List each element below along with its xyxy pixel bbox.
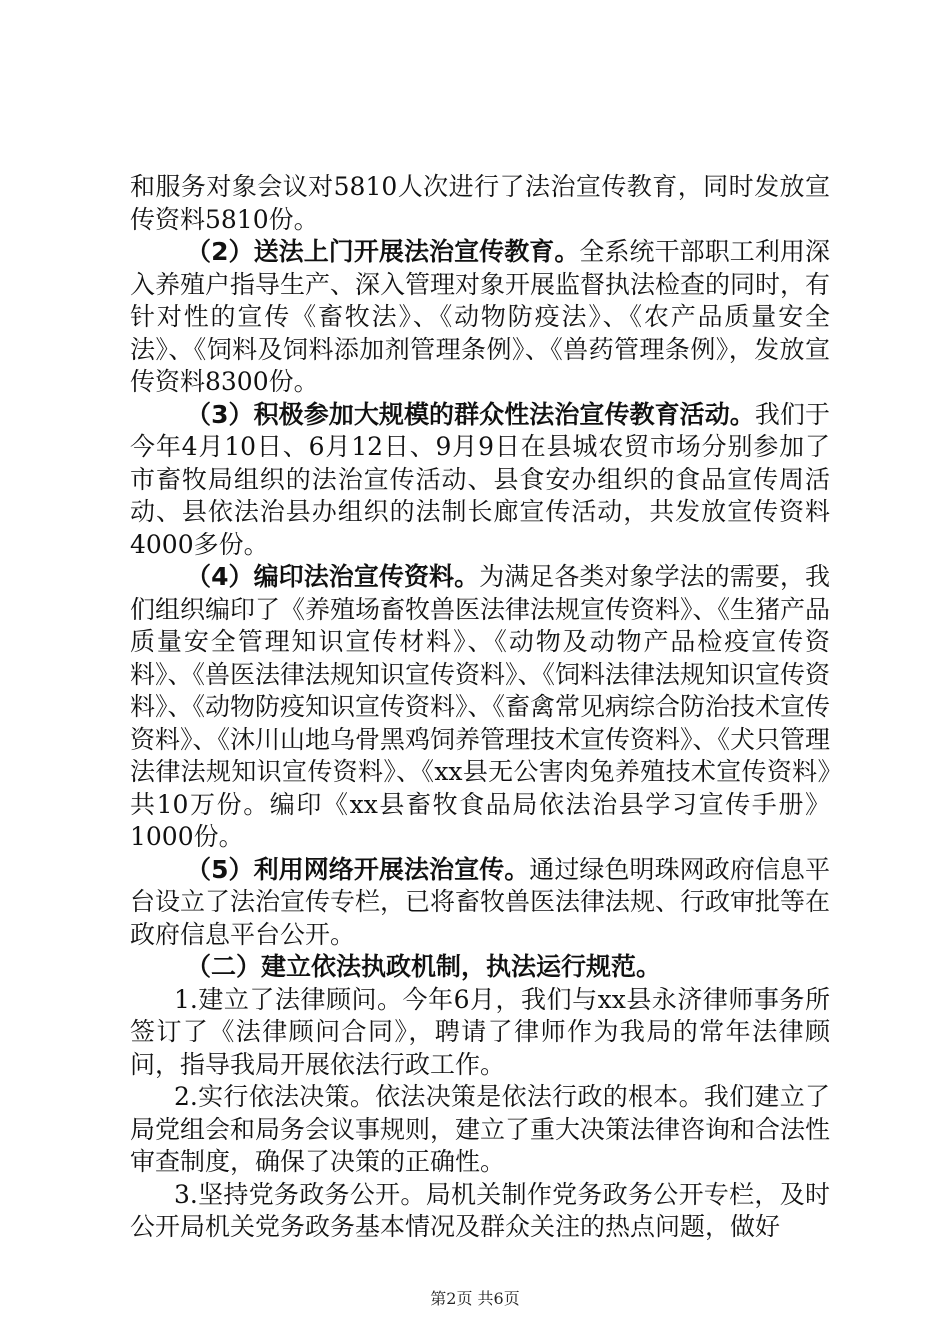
paragraph-text: 通过绿色明珠网政府信息平台设立了法治宣传专栏，已将畜牧兽医法律法规、行政审批等在政府信息平台公开。 xyxy=(130,854,831,949)
paragraph-section-5 xyxy=(130,854,830,952)
paragraph-section-2 xyxy=(130,236,830,399)
page-number-label: 第2页 共6页 xyxy=(430,1289,520,1308)
page-footer xyxy=(0,1286,950,1309)
paragraph-text: 3.坚持党务政务公开。局机关制作党务政务公开专栏，及时公开局机关党务政务基本情况及群众关注的热点问题，做好 xyxy=(130,1179,830,1241)
paragraph-heading: （5）利用网络开展法治宣传。 xyxy=(186,854,530,884)
paragraph-section-4 xyxy=(130,561,830,854)
paragraph-continuation xyxy=(130,171,830,236)
paragraph-text: 2.实行依法决策。依法决策是依法行政的根本。我们建立了局党组会和局务会议事规则，建立了重大决策法律咨询和合法性审查制度，确保了决策的正确性。 xyxy=(130,1082,831,1176)
paragraph-heading: （4）编印法治宣传资料。 xyxy=(186,562,480,591)
paragraph-section-3 xyxy=(130,399,830,562)
paragraph-text: 1.建立了法律顾问。今年6月，我们与xx县永济律师事务所签订了《法律顾问合同》，聘请了律师作为我局的常年法律顾问，指导我局开展依法行政工作。 xyxy=(130,984,830,1079)
paragraph-text: 我们于今年4月10日、6月12日、9月9日在县城农贸市场分别参加了市畜牧局组织的法治宣传活动、县食安办组织的食品宣传周活动、县依法治县办组织的法制长廊宣传活动，共发放宣传资料4000多份。 xyxy=(130,399,830,559)
paragraph-text: 和服务对象会议对5810人次进行了法治宣传教育，同时发放宣传资料5810份。 xyxy=(130,172,830,234)
section-heading-text: （二）建立依法执政机制，执法运行规范。 xyxy=(186,952,662,981)
section-heading-2 xyxy=(130,951,830,984)
paragraph-heading: （3）积极参加大规模的群众性法治宣传教育活动。 xyxy=(186,399,755,429)
paragraph-text: 全系统干部职工利用深入养殖户指导生产、深入管理对象开展监督执法检查的同时，有针对性的宣传《畜牧法》、《动物防疫法》、《农产品质量安全法》、《饲料及饲料添加剂管理条例》、《兽药管理条例》，发放宣传资料8300份。 xyxy=(130,237,831,396)
paragraph-item-1 xyxy=(130,984,830,1082)
paragraph-text: 为满足各类对象学法的需要，我们组织编印了《养殖场畜牧兽医法律法规宣传资料》、《生猪产品质量安全管理知识宣传材料》、《动物及动物产品检疫宣传资料》、《兽医法律法规知识宣传资料》、《饲料法律法规知识宣传资料》、《动物防疫知识宣传资料》、《畜禽常见病综合防治技术宣传资料》、《沐川山地乌骨黑鸡饲养管理技术宣传资料》、《犬只管理法律法规知识宣传资料》、《xx县无公害肉兔养殖技术宣传资料》共10万份。编印《xx县畜牧食品局依法治县学习宣传手册》1000份。 xyxy=(130,562,831,851)
paragraph-item-3 xyxy=(130,1179,830,1244)
document-body xyxy=(130,171,830,1244)
paragraph-heading: （2）送法上门开展法治宣传教育。 xyxy=(186,237,580,266)
paragraph-item-2 xyxy=(130,1081,830,1179)
